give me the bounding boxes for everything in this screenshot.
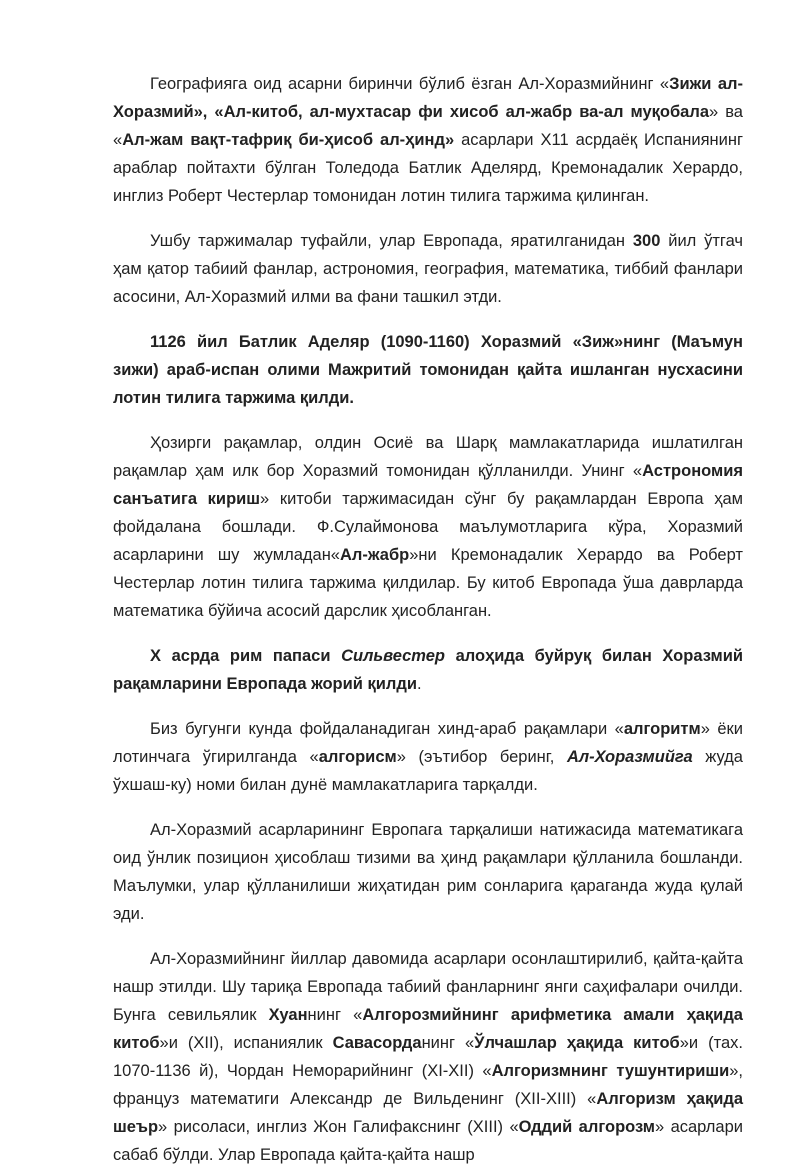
text-run: Алгоризмнинг тушунтириши [491,1062,730,1080]
text-run: Ушбу таржималар туфайли, улар Европада, яратилганидан [150,232,633,250]
text-run: алгорисм [318,748,397,766]
text-run: . [416,675,422,693]
text-run: »и (XII), испаниялик [159,1034,333,1052]
text-run: Ал-жабр [339,546,410,564]
text-run: Савасорда [332,1034,422,1052]
text-run: »и (тах. 1070-1136 й), Чордан Неморарийнинг (XI-XII) « [113,1034,743,1080]
text-run: нинг « [307,1006,363,1024]
text-run: Ал-жам вақт-тафриқ би-ҳисоб ал-ҳинд» [122,131,455,149]
text-run: алоҳида буйруқ билан Хоразмий рақамларини Европада жорий қилди [113,647,743,693]
paragraph-5 [113,642,743,698]
paragraph-4 [113,429,743,625]
text-run: Астрономия санъатига кириш [113,462,743,508]
text-run: Ал-Хоразмий асарларининг Европага тарқалиши натижасида математикага оид ўнлик позицион ҳисоблаш тизими ва ҳинд рақамлари қўлланила бошланди. Маълумки, улар қўлланилиши жиҳатидан рим сонларига қараганда жуда қулай эди. [113,821,743,923]
text-run: алгоритм [623,720,701,738]
text-run: нинг « [421,1034,475,1052]
text-run: жуда ўхшаш-ку) номи билан дунё мамлакатларига тарқалди. [113,748,743,794]
text-run: 300 [632,232,661,250]
paragraph-2 [113,227,743,311]
paragraph-3 [113,328,743,412]
text-run: Сильвестер [341,647,445,665]
paragraph-1 [113,70,743,210]
text-run: Географияга оид асарни биринчи бўлиб ёзган Ал-Хоразмийнинг « [150,75,670,93]
text-run: » асарлари сабаб бўлди. Улар Европада қайта-қайта нашр [113,1118,743,1164]
text-run: » китоби таржимасидан сўнг бу рақамлардан Европа ҳам фойдалана бошлади. Ф.Сулаймонова маълумотларига кўра, Хоразмий асарларини шу жумладан« [113,490,743,564]
paragraph-8 [113,945,743,1169]
text-run: Хуан [268,1006,308,1024]
text-run: »ни Кремонадалик Херардо ва Роберт Честерлар лотин тилига таржима қилдилар. Бу китоб Европада ўша даврларда математика бўйича асосий дарслик ҳисобланган. [113,546,743,620]
text-run: Алгоризм ҳақида шеър [113,1090,743,1136]
text-run: » ва « [113,103,743,149]
text-run: Ал-Хоразмийга [566,748,693,766]
paragraph-7 [113,816,743,928]
text-run: Ўлчашлар ҳақида китоб [474,1034,680,1052]
text-run: » ёки лотинчага ўгирилганда « [113,720,743,766]
text-run: Алгорозмийнинг арифметика амали ҳақида китоб [113,1006,743,1052]
text-run: Ал-Хоразмийнинг йиллар давомида асарлари осонлаштирилиб, қайта-қайта нашр этилди. Шу тариқа Европада табиий фанларнинг янги саҳифалари очилди. Бунга севильялик [113,950,743,1024]
text-run: асарлари X11 асрдаёқ Испаниянинг араблар пойтахти бўлган Толедода Батлик Аделярд, Кремонадалик Херардо, инглиз Роберт Честерлар томонидан лотин тилига таржима қилинган. [113,131,743,205]
text-run: X асрда рим папаси [150,647,342,665]
text-run: 1126 йил Батлик Аделяр (1090-1160) Хоразмий «Зиж»нинг (Маъмун зижи) араб-испан олими Мажритий томонидан қайта ишланган нусхасини лотин тилига таржима қилди. [113,333,743,407]
text-run: Биз бугунги кунда фойдаланадиган хинд-араб рақамлари « [150,720,624,738]
text-run: Оддий алгорозм [518,1118,656,1136]
text-run: йил ўтгач ҳам қатор табиий фанлар, астрономия, география, математика, тиббий фанлари асосини, Ал-Хоразмий илми ва фани ташкил этди. [113,232,743,306]
text-run: Зижи ал-Хоразмий», «Ал-китоб, ал-мухтасар фи хисоб ал-жабр ва-ал муқобала [113,75,743,121]
paragraph-6 [113,715,743,799]
text-run: » (эътибор беринг, [396,748,567,766]
text-run: » рисоласи, инглиз Жон Галифакснинг (XIII) « [158,1118,519,1136]
text-run: », француз математиги Александр де Вильденинг (XII-XIII) « [113,1062,743,1108]
text-run: Ҳозирги рақамлар, олдин Осиё ва Шарқ мамлакатларида ишлатилган рақамлар ҳам илк бор Хоразмий томонидан қўлланилди. Унинг « [113,434,743,480]
